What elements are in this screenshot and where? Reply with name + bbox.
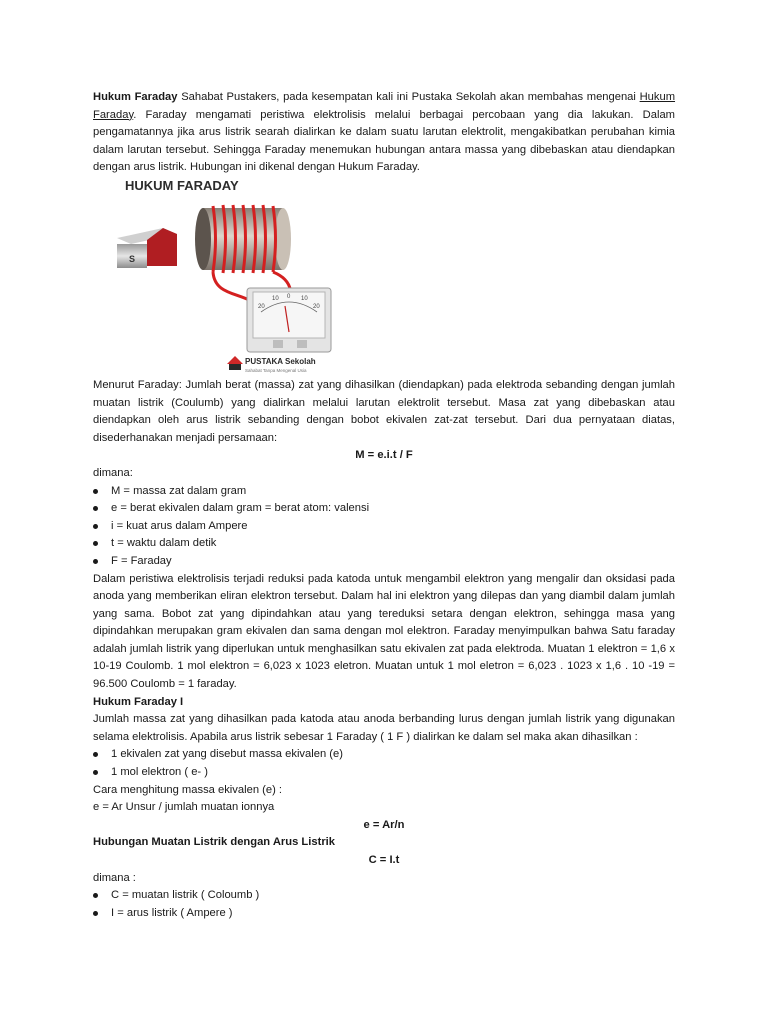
paragraph-menurut-faraday: Menurut Faraday: Jumlah berat (massa) zat yang dihasilkan (diendapkan) pada elektroda sebanding dengan jumlah muatan listrik (Coulumb) yang dialirkan melalui larutan elektrolit tersebut. Masa zat yang dibebaskan atau diendapkan oleh arus listrik sebanding dengan bobot ekivalen zat-zat tersebut. Dari dua pernyataan diatas, disederhanakan menjadi persamaan: (93, 378, 675, 444)
cara-menghitung: Cara menghitung massa ekivalen (e) : (93, 783, 283, 796)
list-item: 1 ekivalen zat yang disebut massa ekivalen (e) (93, 746, 675, 764)
list-item: I = arus listrik ( Ampere ) (93, 905, 675, 923)
logo-name: PUSTAKA Sekolah (245, 356, 316, 366)
bullet-icon (93, 752, 98, 757)
intro-text-2: . Faraday mengamati peristiwa elektrolisis melalui berbagai percobaan yang dia lakukan. Dalam pengamatannya jika arus listrik searah dialirkan ke dalam suatu larutan elektrolit, mengakibatkan perubahan kimia dalam larutan tersebut. Sehingga Faraday menemukan hubungan antara massa yang dibebaskan atau diendapkan dengan arus listrik. Hubungan ini dikenal dengan Hukum Faraday. (93, 108, 675, 174)
paragraph-hukum-faraday-1: Jumlah massa zat yang dihasilkan pada katoda atau anoda berbanding lurus dengan jumlah listrik yang digunakan selama elektrolisis. Apabila arus listrik sebesar 1 Faraday ( 1 F ) dialirkan ke dalam sel maka akan dihasilkan : (93, 713, 675, 743)
bullet-icon (93, 506, 98, 511)
bullet-icon (93, 541, 98, 546)
meter-tick-1: 20 (258, 303, 265, 310)
formula-ekivalen: e = Ar/n (363, 818, 405, 831)
heading-hubungan-muatan: Hubungan Muatan Listrik dengan Arus Listrik (93, 836, 336, 849)
pustaka-sekolah-logo (227, 356, 316, 373)
muatan-list (93, 887, 675, 922)
meter-tick-5: 20 (313, 303, 320, 310)
intro-title: Hukum Faraday (93, 91, 178, 103)
list-item: i = kuat arus dalam Ampere (93, 518, 675, 536)
meter-tick-2: 10 (272, 295, 279, 302)
heading-hukum-faraday-1: Hukum Faraday I (93, 695, 184, 708)
bullet-icon (93, 524, 98, 529)
bar-magnet (117, 228, 177, 268)
intro-paragraph (93, 89, 675, 177)
magnet-pole-label: S (129, 253, 136, 264)
meter-tick-4: 10 (301, 295, 308, 302)
equation-line: e = Ar Unsur / jumlah muatan ionnya (93, 801, 275, 814)
meter-tick-3: 0 (287, 293, 291, 300)
hasil-list (93, 746, 675, 781)
faraday-illustration (115, 180, 355, 374)
intro-text-1: Sahabat Pustakers, pada kesempatan kali ini Pustaka Sekolah akan membahas mengenai (181, 91, 636, 103)
bullet-icon (93, 559, 98, 564)
bullet-icon (93, 770, 98, 775)
bullet-icon (93, 489, 98, 494)
dimana-label: dimana: (93, 466, 133, 479)
faraday-figure (93, 177, 675, 377)
list-item: 1 mol elektron ( e- ) (93, 764, 675, 782)
dimana-label-2: dimana : (93, 871, 136, 884)
list-item: e = berat ekivalen dalam gram = berat atom: valensi (93, 500, 675, 518)
list-item: t = waktu dalam detik (93, 535, 675, 553)
list-item: M = massa zat dalam gram (93, 483, 675, 501)
paragraph-elektrolisis: Dalam peristiwa elektrolisis terjadi reduksi pada katoda untuk mengambil elektron yang mengalir dan oksidasi pada anoda yang memberikan eliran elektron tersebut. Dalam hal ini elektron yang dilepas dan yang diambil dalam jumlah yang sama. Bobot zat yang dipindahkan atau yang tereduksi setara dengan elektron, sehingga masa yang dipindahkan merupakan gram ekivalen dan sama dengan mol elektron. Faraday menyimpulkan bahwa Satu faraday adalah jumlah listrik yang diperlukan untuk menghasilkan satu ekivalen zat pada elektroda. Muatan 1 elektron = 1,6 x 10-19 Coulomb. 1 mol elektron = 6,023 x 1023 eletron. Muatan untuk 1 mol eletron = 6,023 . 1023 x 1,6 . 10 -19 = 96.500 Coulomb = 1 faraday. (93, 572, 675, 691)
list-item: C = muatan listrik ( Coloumb ) (93, 887, 675, 905)
variable-list (93, 483, 675, 571)
bullet-icon (93, 893, 98, 898)
document-content (93, 89, 675, 922)
list-item: F = Faraday (93, 553, 675, 571)
figure-title: HUKUM FARADAY (125, 179, 239, 193)
galvanometer (247, 288, 331, 352)
formula-massa: M = e.i.t / F (355, 449, 413, 462)
bullet-icon (93, 911, 98, 916)
logo-tagline: Sahabat Tanpa Mengenal Usia (245, 367, 307, 373)
hukum-faraday-link[interactable]: Hukum Faraday (93, 91, 676, 121)
formula-muatan: C = I.t (368, 854, 400, 866)
